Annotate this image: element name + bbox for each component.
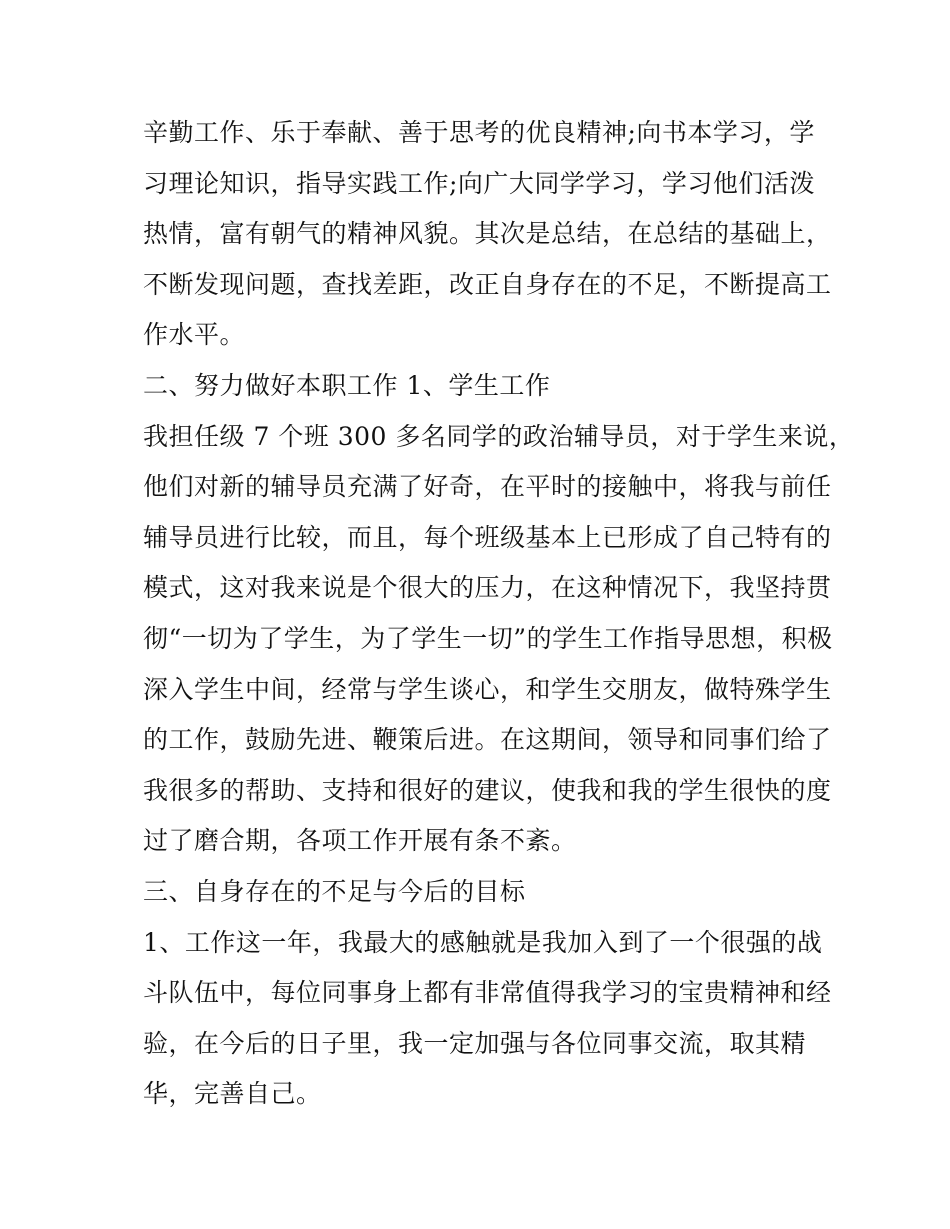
text-line: 斗队伍中，每位同事身上都有非常值得我学习的宝贵精神和经 <box>143 978 832 1008</box>
text-line: 作水平。 <box>143 320 246 350</box>
text-line: 我很多的帮助、支持和很好的建议，使我和我的学生很快的度 <box>143 775 832 805</box>
text-line: 的工作，鼓励先进、鞭策后进。在这期间，领导和同事们给了 <box>143 725 832 755</box>
text-line: 热情，富有朝气的精神风貌。其次是总结，在总结的基础上， <box>143 219 832 249</box>
document-body <box>143 108 855 1120</box>
text-line: 辛勤工作、乐于奉献、善于思考的优良精神;向书本学习，学 <box>143 118 815 147</box>
text-line: 模式，这对我来说是个很大的压力，在这种情况下，我坚持贯 <box>143 573 832 603</box>
text-line: 过了磨合期，各项工作开展有条不紊。 <box>143 826 577 856</box>
text-line: 1、工作这一年，我最大的感触就是我加入到了一个很强的战 <box>143 927 823 957</box>
section-heading: 三、自身存在的不足与今后的目标 <box>143 876 526 906</box>
text-line: 华，完善自己。 <box>143 1079 322 1109</box>
text-line: 他们对新的辅导员充满了好奇，在平时的接触中，将我与前任 <box>143 472 832 502</box>
section-heading: 二、努力做好本职工作 1、学生工作 <box>143 370 551 400</box>
text-line: 验，在今后的日子里，我一定加强与各位同事交流，取其精 <box>143 1028 807 1058</box>
text-line: 我担任级 7 个班 300 多名同学的政治辅导员，对于学生来说， <box>143 421 855 451</box>
text-line: 深入学生中间，经常与学生谈心，和学生交朋友，做特殊学生 <box>143 674 832 704</box>
text-line: 不断发现问题，查找差距，改正自身存在的不足，不断提高工 <box>143 269 832 299</box>
text-line: 辅导员进行比较，而且，每个班级基本上已形成了自己特有的 <box>143 522 832 552</box>
text-line: 习理论知识，指导实践工作;向广大同学学习，学习他们活泼 <box>143 168 815 198</box>
text-line: 彻“一切为了学生，为了学生一切”的学生工作指导思想，积极 <box>143 623 833 653</box>
